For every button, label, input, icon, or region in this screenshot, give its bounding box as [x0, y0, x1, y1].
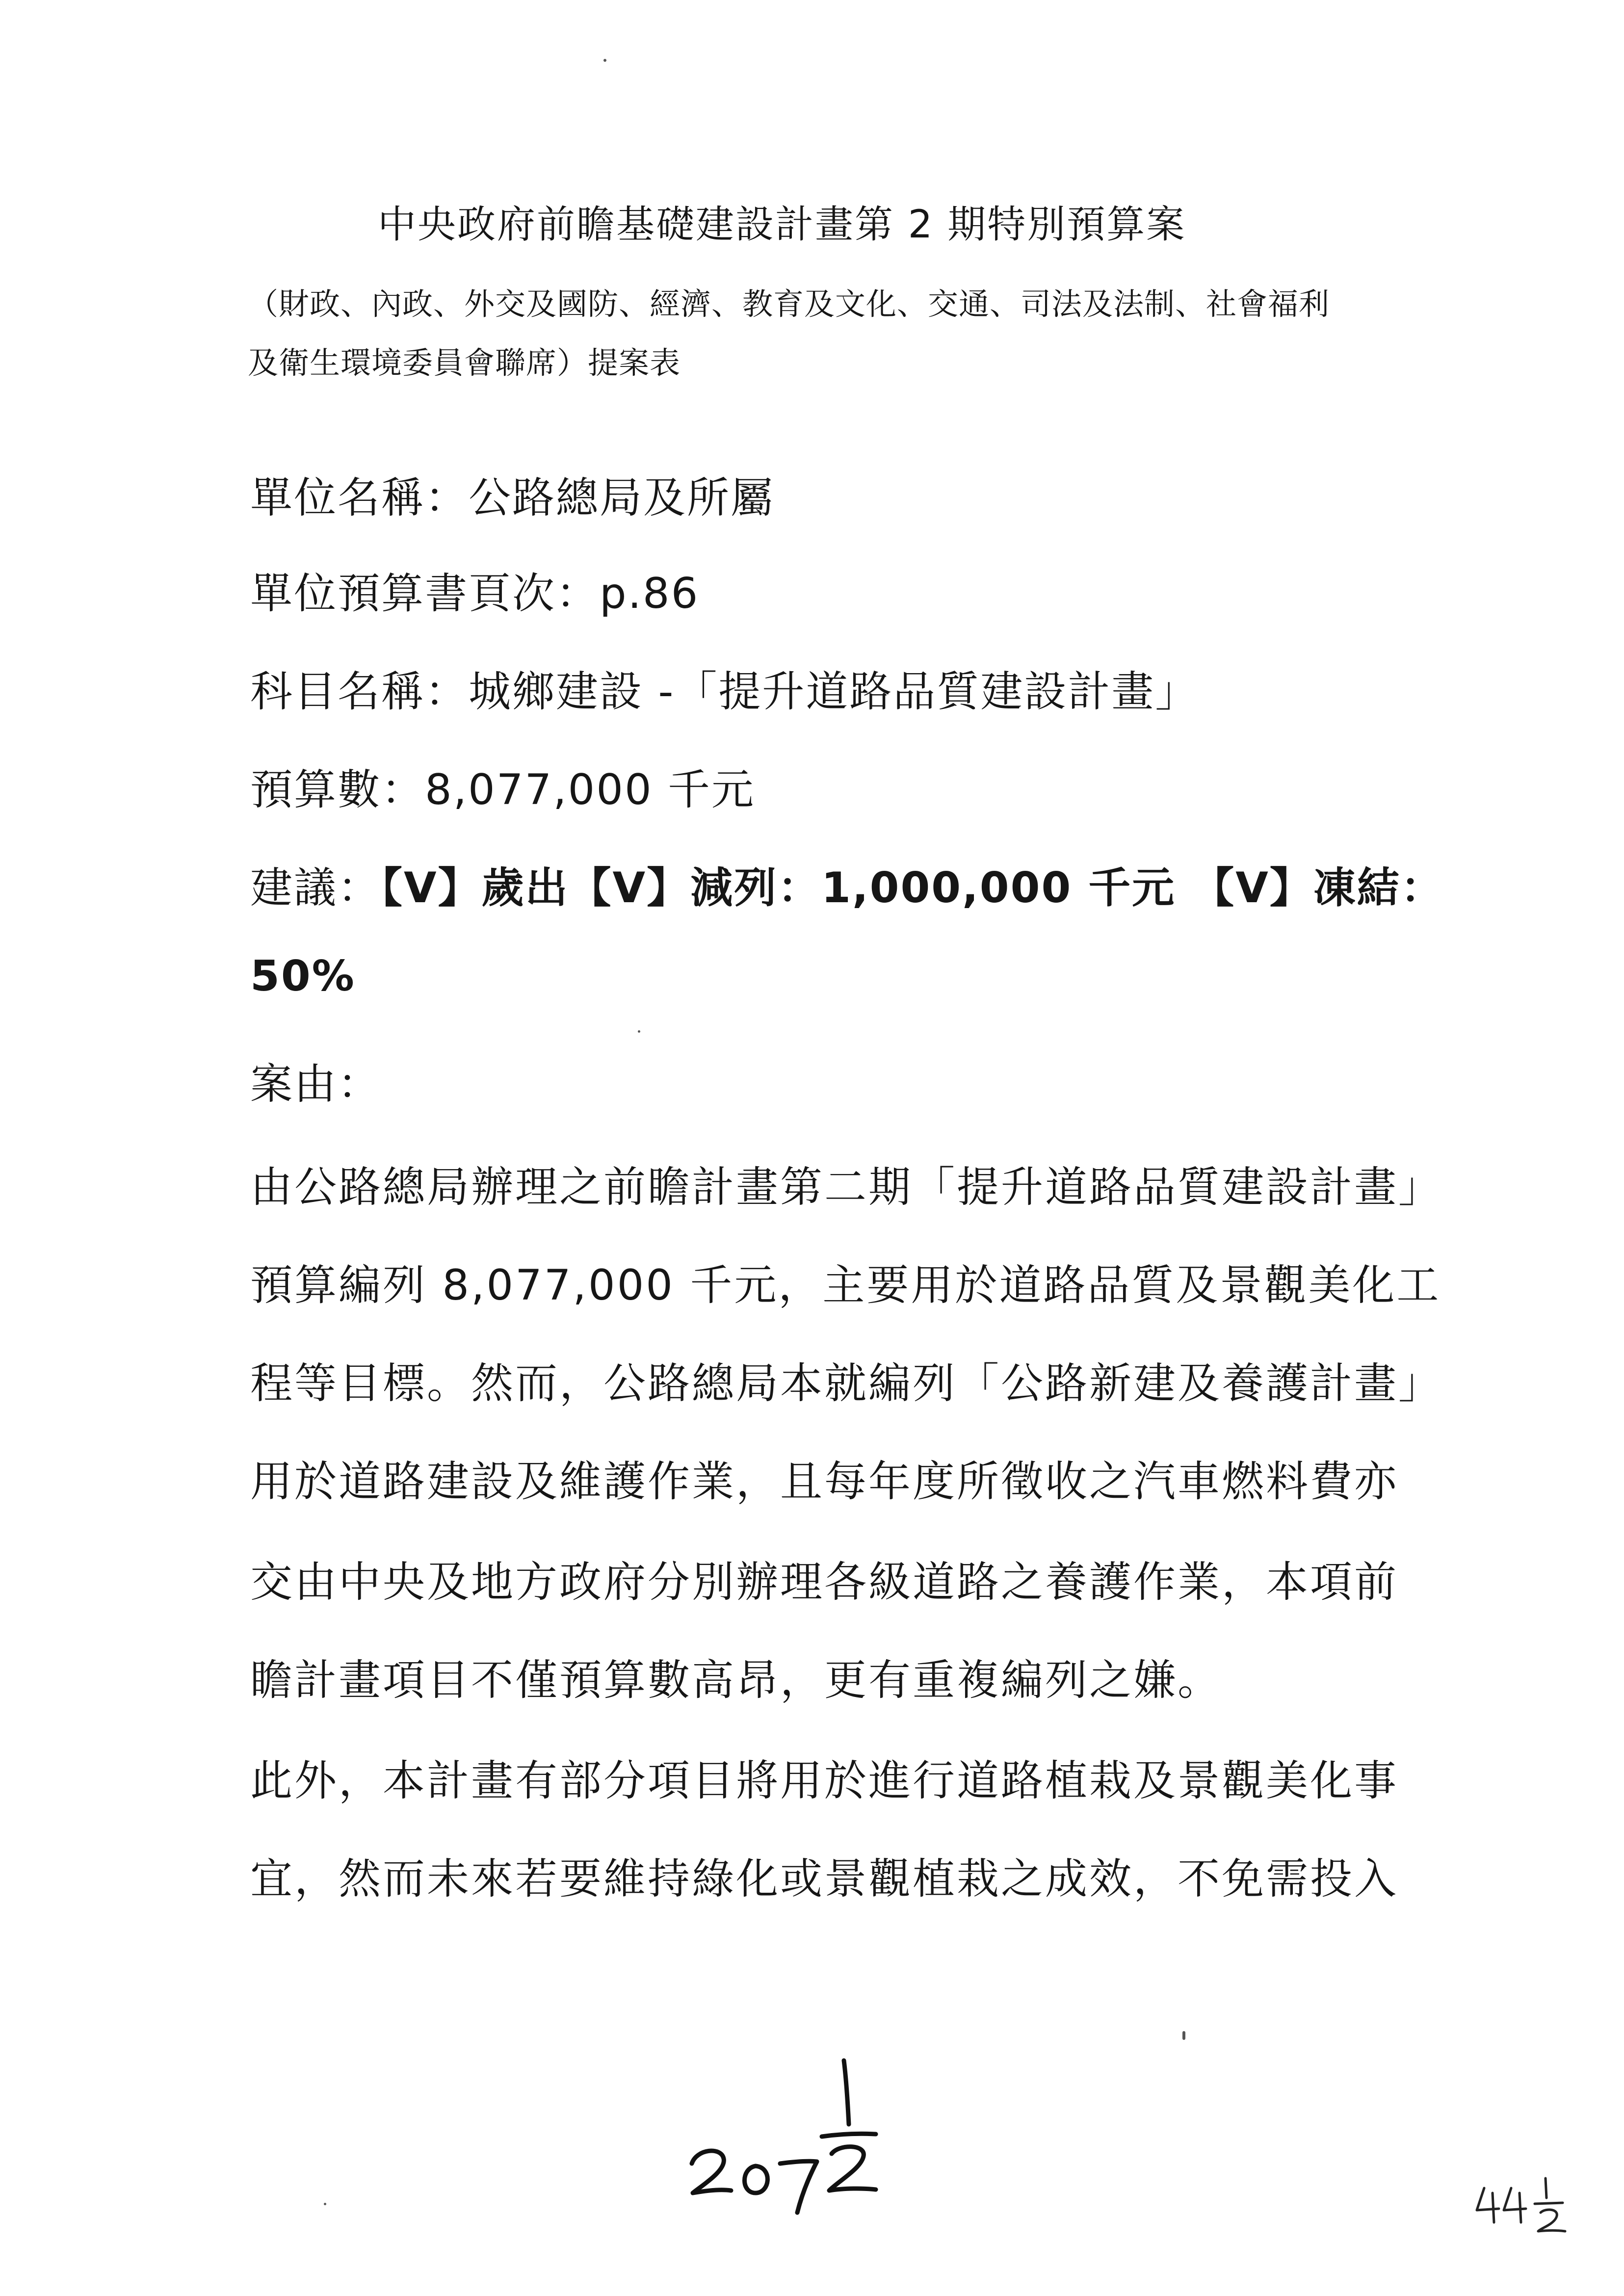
reason-line: 交由中央及地方政府分別辦理各級道路之養護作業，本項前 [250, 1558, 1398, 1607]
reason-line: 此外，本計畫有部分項目將用於進行道路植栽及景觀美化事 [250, 1756, 1398, 1805]
committee-line-2: 及衛生環境委員會聯席）提案表 [248, 345, 681, 381]
scan-speck [638, 1030, 640, 1033]
scan-speck [603, 59, 606, 62]
reason-line: 瞻計畫項目不僅預算數高昂，更有重複編列之嫌。 [250, 1656, 1222, 1705]
unit-name-field: 單位名稱：公路總局及所屬 [250, 473, 774, 522]
reason-line: 用於道路建設及維護作業，且每年度所徵收之汽車燃料費亦 [250, 1457, 1398, 1506]
item-name-field: 科目名稱：城鄉建設 -「提升道路品質建設計畫」 [250, 667, 1199, 716]
suggestion-field [250, 854, 1444, 914]
handwritten-page-number [682, 2051, 888, 2218]
document-title: 中央政府前瞻基礎建設計畫第 2 期特別預算案 [378, 203, 1186, 247]
freeze-percent: 50% [250, 952, 356, 1001]
reason-label: 案由： [250, 1060, 381, 1109]
reason-line: 宜，然而未來若要維持綠化或景觀植栽之成效，不免需投入 [250, 1854, 1398, 1904]
reason-line: 預算編列 8,077,000 千元，主要用於道路品質及景觀美化工 [250, 1261, 1441, 1310]
suggestion-label: 建議： [250, 863, 381, 913]
committee-line-1: （財政、內政、外交及國防、經濟、教育及文化、交通、司法及法制、社會福利 [248, 286, 1330, 322]
budget-page-field: 單位預算書頁次：p.86 [250, 569, 700, 618]
scan-speck [324, 2203, 326, 2205]
budget-amount-field: 預算數：8,077,000 千元 [250, 765, 756, 814]
scan-speck [1182, 2031, 1185, 2040]
suggestion-text: 【V】歲出【V】減列：1,000,000 千元 【V】凍結： [381, 863, 1444, 913]
reason-line: 由公路總局辦理之前瞻計畫第二期「提升道路品質建設計畫」 [250, 1163, 1442, 1212]
handwritten-corner-mark [1472, 2168, 1570, 2237]
reason-line: 程等目標。然而，公路總局本就編列「公路新建及養護計畫」 [250, 1359, 1442, 1408]
